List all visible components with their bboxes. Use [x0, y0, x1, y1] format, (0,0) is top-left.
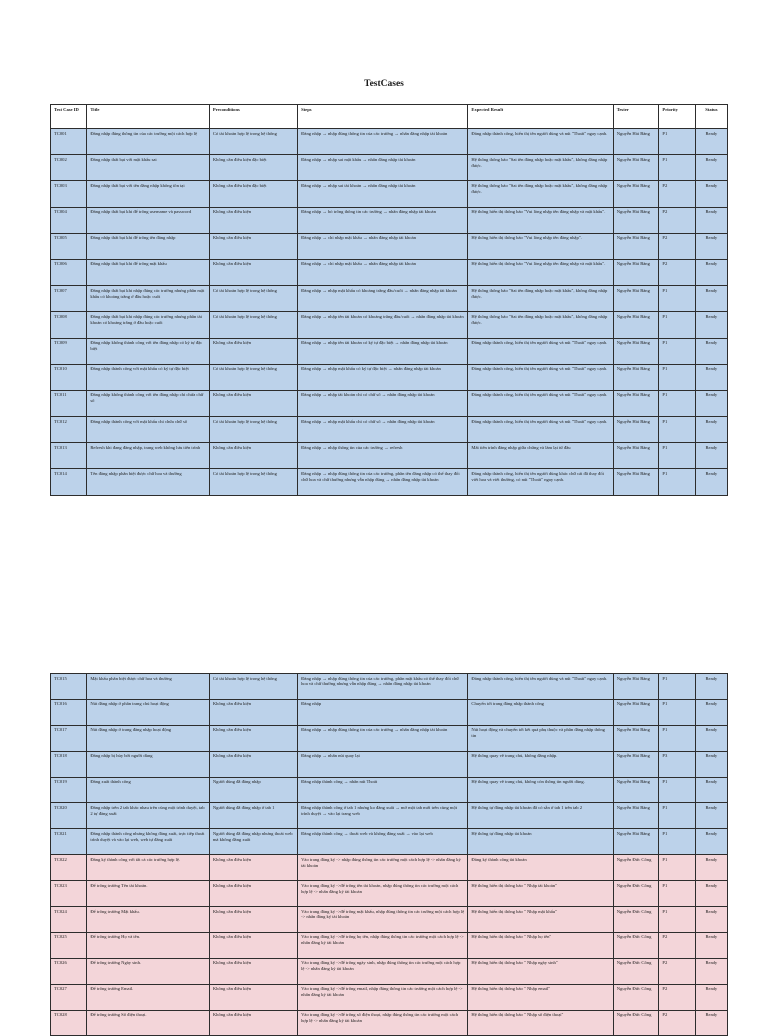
cell-tester: Nguyễn Đức Công [613, 958, 659, 984]
cell-preconditions: Có tài khoản hợp lệ trong hệ thống [209, 286, 297, 312]
cell-priority: P2 [659, 1010, 695, 1036]
page-title: TestCases [364, 79, 404, 89]
cell-expected-result: Hệ thống hiển thị thông báo "Vui lòng nhập tên đăng nhập". [468, 233, 613, 259]
cell-steps: Đăng nhập thành công → nhấn nút Thoát [298, 777, 468, 803]
cell-steps: Đăng nhập → bỏ trống thông tin các trường → nhấn đăng nhập tài khoản [298, 207, 468, 233]
table-row [51, 338, 728, 364]
cell-expected-result: Đăng nhập thành công, hiển thị tên người dùng và nút "Thoát" ngay cạnh. [468, 129, 613, 155]
cell-preconditions: Có tài khoản hợp lệ trong hệ thống [209, 674, 297, 700]
cell-steps: Đăng nhập thành công → thoát web và không đăng xuất → vào lại web [298, 829, 468, 855]
cell-title: Đăng ký thành công với tất cả các trường hợp lệ. [87, 855, 210, 881]
cell-priority: P1 [659, 286, 695, 312]
cell-test-case-id: TC019 [51, 777, 87, 803]
cell-expected-result: Đăng nhập thành công, hiển thị tên người dùng và nút "Thoát" ngay cạnh. [468, 390, 613, 416]
cell-status: Ready [695, 259, 727, 285]
cell-preconditions: Có tài khoản hợp lệ trong hệ thống [209, 312, 297, 338]
cell-steps: Vào trang đăng ký -> nhập đúng thông tin các trường một cách hợp lệ -> nhấn đăng ký tài khoản [298, 855, 468, 881]
table-row [51, 829, 728, 855]
cell-status: Ready [695, 443, 727, 469]
cell-expected-result: Hệ thống quay về trang chủ, không còn thông tin người dùng. [468, 777, 613, 803]
cell-test-case-id: TC001 [51, 129, 87, 155]
table-row [51, 364, 728, 390]
cell-tester: Nguyễn Hải Băng [613, 803, 659, 829]
cell-tester: Nguyễn Đức Công [613, 984, 659, 1010]
cell-title: Đăng nhập thất bại khi để trống tên đăng nhập [87, 233, 210, 259]
cell-preconditions: Không cần điều kiện đặc biệt [209, 181, 297, 207]
cell-test-case-id: TC021 [51, 829, 87, 855]
cell-status: Ready [695, 233, 727, 259]
cell-test-case-id: TC007 [51, 286, 87, 312]
cell-status: Ready [695, 777, 727, 803]
table-body-page1 [51, 129, 728, 496]
cell-title: Đăng nhập không thành công với tên đăng nhập chỉ chứa chữ số [87, 390, 210, 416]
cell-test-case-id: TC025 [51, 932, 87, 958]
cell-preconditions: Không cần điều kiện [209, 881, 297, 907]
cell-expected-result: Đăng ký thành công tài khoản [468, 855, 613, 881]
cell-status: Ready [695, 469, 727, 495]
cell-preconditions: Có tài khoản hợp lệ trong hệ thống [209, 129, 297, 155]
cell-status: Ready [695, 932, 727, 958]
cell-expected-result: Đăng nhập thành công, hiển thị tên người dùng và nút "Thoát" ngay cạnh. [468, 338, 613, 364]
table-row [51, 390, 728, 416]
cell-priority: P1 [659, 469, 695, 495]
cell-priority: P1 [659, 803, 695, 829]
table-row [51, 958, 728, 984]
cell-test-case-id: TC023 [51, 881, 87, 907]
cell-test-case-id: TC017 [51, 725, 87, 751]
table-row [51, 129, 728, 155]
cell-priority: P2 [659, 207, 695, 233]
cell-status: Ready [695, 699, 727, 725]
cell-steps: Đăng nhập [298, 699, 468, 725]
cell-preconditions: Có tài khoản hợp lệ trong hệ thống [209, 364, 297, 390]
cell-priority: P1 [659, 155, 695, 181]
cell-status: Ready [695, 1010, 727, 1036]
cell-expected-result: Hệ thống hiển thị thông báo " Nhập ngày sinh" [468, 958, 613, 984]
cell-status: Ready [695, 181, 727, 207]
cell-tester: Nguyễn Hải Băng [613, 233, 659, 259]
cell-preconditions: Không cần điều kiện [209, 907, 297, 933]
cell-steps: Vào trang đăng ký ->để trống tên tài khoản, nhập đúng thông tin các trường một cách hợp lệ -> nhấn đăng ký tài khoản [298, 881, 468, 907]
table-row [51, 286, 728, 312]
cell-expected-result: Đăng nhập thành công, hiển thị tên người dùng và nút "Thoát" ngay cạnh. [468, 417, 613, 443]
cell-tester: Nguyễn Hải Băng [613, 181, 659, 207]
cell-preconditions: Không cần điều kiện [209, 958, 297, 984]
cell-steps: Đăng nhập → nhập sai tài khoản → nhấn đăng nhập tài khoản [298, 181, 468, 207]
header-status: Status [695, 105, 727, 129]
table-row [51, 1010, 728, 1036]
cell-status: Ready [695, 958, 727, 984]
cell-status: Ready [695, 417, 727, 443]
cell-tester: Nguyễn Hải Băng [613, 751, 659, 777]
header-test-case-id: Test Case ID [51, 105, 87, 129]
cell-test-case-id: TC026 [51, 958, 87, 984]
cell-preconditions: Có tài khoản hợp lệ trong hệ thống [209, 417, 297, 443]
cell-status: Ready [695, 881, 727, 907]
cell-title: Để trống trường Email. [87, 984, 210, 1010]
testcases-table-page1 [50, 104, 728, 496]
cell-priority: P1 [659, 312, 695, 338]
cell-test-case-id: TC015 [51, 674, 87, 700]
cell-test-case-id: TC016 [51, 699, 87, 725]
cell-tester: Nguyễn Đức Công [613, 855, 659, 881]
cell-preconditions: Không cần điều kiện [209, 751, 297, 777]
cell-expected-result: Hệ thống thông báo "Sai tên đăng nhập hoặc mật khẩu", không đăng nhập được. [468, 312, 613, 338]
cell-expected-result: Hệ thống quay về trang chủ, không đăng nhập. [468, 751, 613, 777]
cell-expected-result: Hệ thống thông báo "Sai tên đăng nhập hoặc mật khẩu", không đăng nhập được. [468, 181, 613, 207]
cell-tester: Nguyễn Hải Băng [613, 417, 659, 443]
cell-priority: P2 [659, 181, 695, 207]
cell-preconditions: Không cần điều kiện [209, 932, 297, 958]
cell-preconditions: Không cần điều kiện [209, 259, 297, 285]
cell-test-case-id: TC011 [51, 390, 87, 416]
cell-tester: Nguyễn Hải Băng [613, 829, 659, 855]
cell-expected-result: Hệ thống hiển thị thông báo "Vui lòng nhập tên đăng nhập và mật khẩu". [468, 259, 613, 285]
cell-tester: Nguyễn Hải Băng [613, 777, 659, 803]
cell-steps: Đăng nhập → nhập sai mật khẩu → nhấn đăng nhập tài khoản [298, 155, 468, 181]
table-row [51, 984, 728, 1010]
cell-priority: P2 [659, 984, 695, 1010]
cell-expected-result: Đăng nhập thành công, hiển thị tên người dùng và nút "Thoát" ngay cạnh. [468, 674, 613, 700]
cell-tester: Nguyễn Hải Băng [613, 364, 659, 390]
table-body-page2 [51, 674, 728, 1036]
cell-priority: P1 [659, 674, 695, 700]
cell-steps: Vào trang đăng ký ->để trống email, nhập đúng thông tin các trường một cách hợp lệ -> nhấn đăng ký tài khoản [298, 984, 468, 1010]
cell-title: Đăng nhập thất bại khi để trống username và password [87, 207, 210, 233]
table-row [51, 855, 728, 881]
table-row [51, 233, 728, 259]
cell-steps: Vào trang đăng ký ->để trống số điện thoại, nhập đúng thông tin các trường một cách hợp lệ -> nhấn đăng ký tài khoản [298, 1010, 468, 1036]
cell-title: Đăng xuất thành công [87, 777, 210, 803]
cell-test-case-id: TC022 [51, 855, 87, 881]
cell-preconditions: Không cần điều kiện [209, 1010, 297, 1036]
cell-priority: P1 [659, 417, 695, 443]
header-priority: Priority [659, 105, 695, 129]
cell-expected-result: Hệ thống thông báo "Sai tên đăng nhập hoặc mật khẩu", không đăng nhập được. [468, 155, 613, 181]
cell-priority: P3 [659, 751, 695, 777]
cell-tester: Nguyễn Hải Băng [613, 725, 659, 751]
cell-steps: Đăng nhập → chỉ nhập mật khẩu → nhấn đăng nhập tài khoản [298, 233, 468, 259]
cell-tester: Nguyễn Hải Băng [613, 469, 659, 495]
table-row [51, 881, 728, 907]
cell-priority: P1 [659, 855, 695, 881]
cell-title: Để trống trường Mật khẩu. [87, 907, 210, 933]
table-row [51, 417, 728, 443]
cell-test-case-id: TC024 [51, 907, 87, 933]
cell-test-case-id: TC027 [51, 984, 87, 1010]
cell-steps: Đăng nhập → nhập thông tin của các trường → refresh [298, 443, 468, 469]
cell-expected-result: Hệ thống tự đăng nhập tài khoản [468, 829, 613, 855]
cell-steps: Đăng nhập → nhấn nút quay lại [298, 751, 468, 777]
header-tester: Tester [613, 105, 659, 129]
table-row [51, 155, 728, 181]
cell-test-case-id: TC010 [51, 364, 87, 390]
cell-status: Ready [695, 855, 727, 881]
cell-expected-result: Hệ thống hiển thị thông báo "Vui lòng nhập tên đăng nhập và mật khẩu". [468, 207, 613, 233]
table-row [51, 699, 728, 725]
cell-test-case-id: TC020 [51, 803, 87, 829]
cell-priority: P1 [659, 443, 695, 469]
header-title: Title [87, 105, 210, 129]
header-expected-result: Expected Result [468, 105, 613, 129]
cell-title: Đăng nhập trên 2 tab khác nhau trên cùng một trình duyệt, tab 2 tự đăng xuất [87, 803, 210, 829]
cell-expected-result: Đăng nhập thành công, hiển thị tên người dùng khác chữ cái đã thay đổi viết hoa và viết thường, có nút "Thoát" ngay cạnh. [468, 469, 613, 495]
cell-title: Đăng nhập đúng thông tin của các trường một cách hợp lệ [87, 129, 210, 155]
cell-status: Ready [695, 907, 727, 933]
table-row [51, 312, 728, 338]
cell-title: Đăng nhập thất bại với tên đăng nhập không tồn tại [87, 181, 210, 207]
cell-status: Ready [695, 390, 727, 416]
cell-title: Mật khẩu phân biệt được chữ hoa và thường [87, 674, 210, 700]
cell-priority: P1 [659, 725, 695, 751]
cell-title: Để trống trường Ngày sinh. [87, 958, 210, 984]
table-row [51, 259, 728, 285]
cell-steps: Đăng nhập → nhập tên tài khoản có ký tự đặc biệt → nhấn đăng nhập tài khoản [298, 338, 468, 364]
cell-title: Đăng nhập thành công với mật khẩu chỉ chứa chữ số [87, 417, 210, 443]
cell-title: Nút đăng nhập ở phần trang chủ hoạt động [87, 699, 210, 725]
cell-preconditions: Không cần điều kiện [209, 338, 297, 364]
cell-status: Ready [695, 803, 727, 829]
cell-priority: P1 [659, 338, 695, 364]
cell-preconditions: Không cần điều kiện [209, 443, 297, 469]
cell-preconditions: Không cần điều kiện đặc biệt [209, 155, 297, 181]
cell-preconditions: Người dùng đã đăng nhập nhưng thoát web mà không đăng xuất [209, 829, 297, 855]
table-header-row [51, 105, 728, 129]
cell-priority: P2 [659, 233, 695, 259]
table-row [51, 181, 728, 207]
cell-expected-result: Hệ thống hiển thị thông báo " Nhập email" [468, 984, 613, 1010]
cell-steps: Đăng nhập → nhập đúng thông tin của các trường, phần tên đăng nhập có thể thay đổi chữ hoa và chữ thường nhưng vẫn nhập đúng → nhấn đăng nhập tài khoản [298, 469, 468, 495]
cell-test-case-id: TC009 [51, 338, 87, 364]
cell-status: Ready [695, 674, 727, 700]
cell-tester: Nguyễn Hải Băng [613, 390, 659, 416]
cell-expected-result: Mất tiến trình đăng nhập giữa chừng và làm lại từ đầu [468, 443, 613, 469]
cell-status: Ready [695, 312, 727, 338]
cell-preconditions: Không cần điều kiện [209, 725, 297, 751]
cell-priority: P1 [659, 907, 695, 933]
cell-status: Ready [695, 829, 727, 855]
cell-title: Tên đăng nhập phân biệt được chữ hoa và thường [87, 469, 210, 495]
cell-title: Refresh khi đang đăng nhập, trang web không lưu tiến trình [87, 443, 210, 469]
cell-status: Ready [695, 751, 727, 777]
cell-test-case-id: TC002 [51, 155, 87, 181]
testcases-table-page2 [50, 673, 728, 1036]
cell-status: Ready [695, 364, 727, 390]
cell-expected-result: Chuyển tới trang đăng nhập thành công [468, 699, 613, 725]
cell-expected-result: Hệ thống hiển thị thông báo " Nhập số điện thoại" [468, 1010, 613, 1036]
cell-preconditions: Không cần điều kiện [209, 390, 297, 416]
cell-tester: Nguyễn Hải Băng [613, 259, 659, 285]
cell-expected-result: Hệ thống thông báo "Sai tên đăng nhập hoặc mật khẩu", không đăng nhập được. [468, 286, 613, 312]
cell-steps: Đăng nhập → nhập mật khẩu có ký tự đặc biệt → nhấn đăng nhập tài khoản [298, 364, 468, 390]
cell-tester: Nguyễn Đức Công [613, 907, 659, 933]
cell-status: Ready [695, 155, 727, 181]
cell-priority: P2 [659, 958, 695, 984]
cell-test-case-id: TC014 [51, 469, 87, 495]
cell-steps: Vào trang đăng ký ->để trống mật khẩu, nhập đúng thông tin các trường một cách hợp lệ -> nhấn đăng ký tài khoản [298, 907, 468, 933]
cell-test-case-id: TC013 [51, 443, 87, 469]
cell-priority: P2 [659, 932, 695, 958]
cell-title: Đăng nhập thành công nhưng không đăng xuất, trực tiếp thoát trình duyệt và vào lại web, web tự đăng xuất [87, 829, 210, 855]
table-row [51, 932, 728, 958]
cell-status: Ready [695, 984, 727, 1010]
table-row [51, 469, 728, 495]
cell-title: Đăng nhập thất bại khi để trống mật khẩu [87, 259, 210, 285]
table-row [51, 907, 728, 933]
cell-steps: Đăng nhập → chỉ nhập mật khẩu → nhấn đăng nhập tài khoản [298, 259, 468, 285]
cell-expected-result: Nút hoạt động và chuyển tới kết quả phụ thuộc và phần đăng nhập thông tin [468, 725, 613, 751]
cell-steps: Đăng nhập thành công ở tab 1 nhưng ko đăng xuất → mở một tab mới trên cùng một trình duyệt → vào lại trang web [298, 803, 468, 829]
cell-test-case-id: TC028 [51, 1010, 87, 1036]
cell-test-case-id: TC006 [51, 259, 87, 285]
cell-test-case-id: TC005 [51, 233, 87, 259]
cell-title: Để trống trường Tên tài khoản. [87, 881, 210, 907]
cell-steps: Đăng nhập → nhập mật khẩu có khoảng trắng đầu/cuối → nhấn đăng nhập tài khoản [298, 286, 468, 312]
table-row [51, 207, 728, 233]
cell-priority: P1 [659, 699, 695, 725]
cell-title: Để trống trường Số điện thoại. [87, 1010, 210, 1036]
table-row [51, 443, 728, 469]
cell-test-case-id: TC012 [51, 417, 87, 443]
cell-title: Đăng nhập thất bại khi nhập đúng các trường nhưng phần mật khẩu có khoảng trắng ở đầu hoặc cuối [87, 286, 210, 312]
table-row [51, 751, 728, 777]
cell-priority: P2 [659, 259, 695, 285]
cell-steps: Vào trang đăng ký ->để trống ngày sinh, nhập đúng thông tin các trường một cách hợp lệ -> nhấn đăng ký tài khoản [298, 958, 468, 984]
cell-title: Đăng nhập thất bại khi nhập đúng các trường nhưng phần tài khoản có khoảng trắng ở đầu hoặc cuối [87, 312, 210, 338]
cell-status: Ready [695, 338, 727, 364]
table-row [51, 803, 728, 829]
cell-tester: Nguyễn Hải Băng [613, 674, 659, 700]
cell-steps: Đăng nhập → nhập tài khoản chỉ có chữ số → nhấn đăng nhập tài khoản [298, 390, 468, 416]
table-row [51, 777, 728, 803]
cell-preconditions: Không cần điều kiện [209, 699, 297, 725]
cell-preconditions: Không cần điều kiện [209, 207, 297, 233]
cell-tester: Nguyễn Hải Băng [613, 207, 659, 233]
cell-expected-result: Hệ thống hiển thị thông báo " Nhập mật khẩu" [468, 907, 613, 933]
cell-title: Đăng nhập thành công với mật khẩu có ký tự đặc biệt [87, 364, 210, 390]
cell-preconditions: Người dùng đã đăng nhập ở tab 1 [209, 803, 297, 829]
cell-title: Đăng nhập thất bại với mật khẩu sai [87, 155, 210, 181]
cell-tester: Nguyễn Hải Băng [613, 338, 659, 364]
cell-steps: Đăng nhập → nhập tên tài khoản có khoảng trắng đầu/cuối → nhấn đăng nhập tài khoản [298, 312, 468, 338]
cell-steps: Đăng nhập → nhập đúng thông tin của các trường → nhấn đăng nhập tài khoản [298, 129, 468, 155]
cell-status: Ready [695, 725, 727, 751]
cell-steps: Vào trang đăng ký ->để trống họ tên, nhập đúng thông tin các trường một cách hợp lệ -> nhấn đăng ký tài khoản [298, 932, 468, 958]
cell-steps: Đăng nhập → nhập đúng thông tin của các trường → nhấn đăng nhập tài khoản [298, 725, 468, 751]
cell-tester: Nguyễn Hải Băng [613, 286, 659, 312]
table-row [51, 725, 728, 751]
cell-test-case-id: TC003 [51, 181, 87, 207]
cell-tester: Nguyễn Đức Công [613, 932, 659, 958]
cell-tester: Nguyễn Hải Băng [613, 443, 659, 469]
cell-expected-result: Hệ thống tự đăng nhập tài khoản đã có sẵn ở tab 1 trên tab 2 [468, 803, 613, 829]
cell-steps: Đăng nhập → nhập đúng thông tin của các trường, phần mật khẩu có thể thay đổi chữ hoa và chữ thường nhưng vẫn nhập đúng → nhấn đăng nhập tài khoản [298, 674, 468, 700]
cell-preconditions: Người dùng đã đăng nhập [209, 777, 297, 803]
cell-status: Ready [695, 207, 727, 233]
cell-tester: Nguyễn Hải Băng [613, 129, 659, 155]
cell-title: Đăng nhập bị hủy bởi người dùng [87, 751, 210, 777]
cell-title: Đăng nhập không thành công với tên đăng nhập có ký tự đặc biệt [87, 338, 210, 364]
table-row [51, 674, 728, 700]
header-steps: Steps [298, 105, 468, 129]
cell-preconditions: Không cần điều kiện [209, 984, 297, 1010]
cell-tester: Nguyễn Hải Băng [613, 312, 659, 338]
cell-title: Để trống trường Họ và tên. [87, 932, 210, 958]
cell-expected-result: Hệ thống hiển thị thông báo " Nhập họ tên" [468, 932, 613, 958]
cell-priority: P1 [659, 364, 695, 390]
cell-tester: Nguyễn Hải Băng [613, 155, 659, 181]
cell-steps: Đăng nhập → nhập mật khẩu chỉ có chữ số → nhấn đăng nhập tài khoản [298, 417, 468, 443]
cell-title: Nút đăng nhập ở trang đăng nhập hoạt động [87, 725, 210, 751]
cell-preconditions: Không cần điều kiện [209, 855, 297, 881]
cell-preconditions: Có tài khoản hợp lệ trong hệ thống [209, 469, 297, 495]
cell-tester: Nguyễn Hải Băng [613, 699, 659, 725]
cell-tester: Nguyễn Đức Công [613, 1010, 659, 1036]
cell-expected-result: Đăng nhập thành công, hiển thị tên người dùng và nút "Thoát" ngay cạnh. [468, 364, 613, 390]
cell-priority: P1 [659, 881, 695, 907]
cell-priority: P1 [659, 829, 695, 855]
cell-preconditions: Không cần điều kiện [209, 233, 297, 259]
cell-test-case-id: TC008 [51, 312, 87, 338]
cell-priority: P1 [659, 390, 695, 416]
cell-priority: P1 [659, 777, 695, 803]
cell-test-case-id: TC018 [51, 751, 87, 777]
cell-status: Ready [695, 286, 727, 312]
cell-test-case-id: TC004 [51, 207, 87, 233]
cell-priority: P1 [659, 129, 695, 155]
header-preconditions: Preconditions [209, 105, 297, 129]
cell-tester: Nguyễn Đức Công [613, 881, 659, 907]
cell-expected-result: Hệ thống hiển thị thông báo " Nhập tài khoản" [468, 881, 613, 907]
cell-status: Ready [695, 129, 727, 155]
